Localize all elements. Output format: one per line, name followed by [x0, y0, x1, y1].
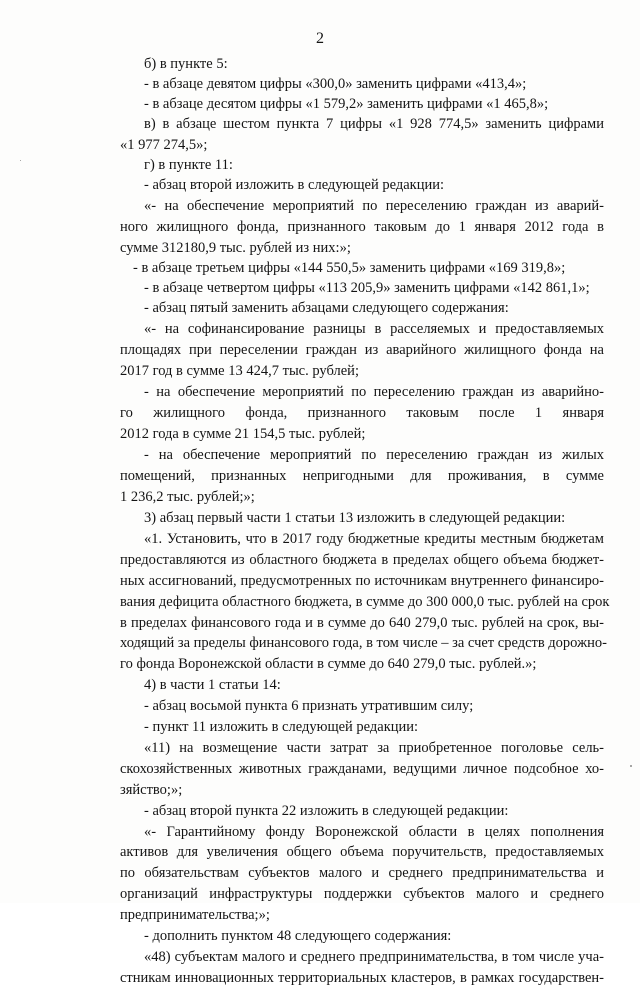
text-line: 4) в части 1 статьи 14:	[144, 677, 281, 693]
text-line: площадях при переселении граждан из аварийного жилищного фонда на	[120, 342, 604, 358]
scan-speck	[630, 765, 632, 767]
text-line: вания дефицита областного бюджета, в сумме до 300 000,0 тыс. рублей на срок	[120, 594, 610, 610]
text-line: помещений, признанных непригодными для проживания, в сумме	[120, 468, 604, 484]
text-line: активов для увеличения общего объема поручительств, предоставляемых	[120, 844, 604, 860]
text-line: «11) на возмещение части затрат за приобретенное поголовье сель-	[144, 740, 604, 756]
text-line: го фонда Воронежской области в сумме до 640 279,0 тыс. рублей.»;	[120, 656, 537, 672]
page-number: 2	[316, 30, 324, 47]
text-line: 2012 года в сумме 21 154,5 тыс. рублей;	[120, 426, 366, 442]
text-line: - абзац пятый заменить абзацами следующего содержания:	[144, 300, 509, 316]
text-line: зяйство;»;	[120, 782, 183, 798]
text-line: 3) абзац первый части 1 статьи 13 изложить в следующей редакции:	[144, 510, 566, 526]
text-line: по обязательствам субъектов малого и среднего предпринимательства и	[120, 865, 604, 881]
text-line: сумме 312180,9 тыс. рублей из них:»;	[120, 240, 351, 256]
text-line: - в абзаце четвертом цифры «113 205,9» заменить цифрами «142 861,1»;	[144, 280, 590, 296]
text-line: ных ассигнований, предусмотренных по источникам внутреннего финансиро-	[120, 573, 604, 589]
text-line: - дополнить пунктом 48 следующего содержания:	[144, 928, 452, 944]
text-line: в) в абзаце шестом пункта 7 цифры «1 928 774,5» заменить цифрами	[144, 116, 604, 132]
text-line: 1 236,2 тыс. рублей;»;	[120, 489, 255, 505]
text-line: «- на обеспечение мероприятий по переселению граждан из аварий-	[144, 198, 604, 214]
text-line: - в абзаце девятом цифры «300,0» заменить цифрами «413,4»;	[144, 76, 527, 92]
text-line: ного жилищного фонда, признанного таковым до 1 января 2012 года в	[120, 219, 604, 235]
text-line: б) в пункте 5:	[144, 56, 228, 72]
text-line: «- Гарантийному фонду Воронежской области в целях пополнения	[144, 824, 604, 840]
text-line: 2017 год в сумме 13 424,7 тыс. рублей;	[120, 363, 359, 379]
text-line: «1 977 274,5»;	[120, 137, 208, 153]
text-line: стникам инновационных территориальных кластеров, в рамках государствен-	[120, 970, 604, 986]
text-line: «- на софинансирование разницы в расселяемых и предоставляемых	[144, 321, 604, 337]
text-line: - в абзаце третьем цифры «144 550,5» заменить цифрами «169 319,8»;	[133, 260, 566, 276]
text-line: в пределах финансового года и в сумме до 640 279,0 тыс. рублей на срок, вы-	[120, 615, 604, 631]
text-line: - абзац второй пункта 22 изложить в следующей редакции:	[144, 803, 509, 819]
scan-speck	[20, 160, 21, 161]
text-line: го жилищного фонда, признанного таковым после 1 января	[120, 405, 604, 421]
text-line: - абзац восьмой пункта 6 признать утратившим силу;	[144, 698, 474, 714]
text-line: - абзац второй изложить в следующей редакции:	[144, 177, 445, 193]
text-line: - пункт 11 изложить в следующей редакции:	[144, 719, 419, 735]
text-line: - на обеспечение мероприятий по переселению граждан из аварийно-	[144, 384, 604, 400]
text-line: скохозяйственных животных гражданами, ведущими личное подсобное хо-	[120, 761, 604, 777]
text-line: предпринимательства;»;	[120, 907, 270, 923]
text-line: организаций инфраструктуры поддержки субъектов малого и среднего	[120, 886, 604, 902]
text-line: «1. Установить, что в 2017 году бюджетные кредиты местным бюджетам	[144, 531, 604, 547]
text-line: ходящий за пределы финансового года, в том числе – за счет средств дорожно-	[120, 635, 607, 651]
text-line: г) в пункте 11:	[144, 157, 233, 173]
text-line: - в абзаце десятом цифры «1 579,2» заменить цифрами «1 465,8»;	[144, 96, 549, 112]
text-line: - на обеспечение мероприятий по переселению граждан из жилых	[144, 447, 604, 463]
text-line: «48) субъектам малого и среднего предпринимательства, в том числе уча-	[144, 949, 604, 965]
text-line: предоставляются из областного бюджета в пределах общего объема бюджет-	[120, 552, 604, 568]
